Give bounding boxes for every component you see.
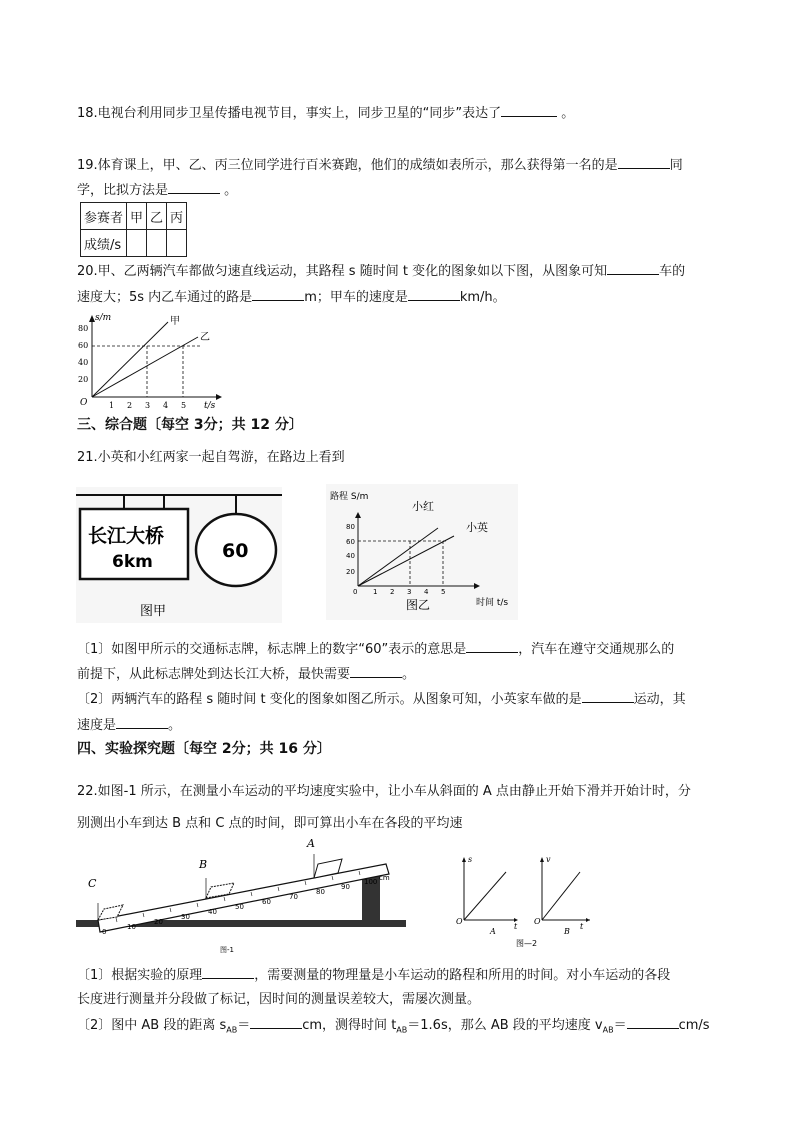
graph-v-t-line — [542, 872, 580, 920]
graph21-ytick: 20 — [346, 568, 355, 576]
table-cell: 参赛者 — [81, 203, 127, 230]
table-row — [81, 203, 187, 230]
q21-2-line2-text: 速度是 — [77, 718, 117, 733]
q19-blank-1[interactable] — [618, 156, 670, 169]
ruler-unit: cm — [379, 874, 390, 882]
sign-distance: 6km — [112, 552, 153, 572]
ruler-tick: 100 — [364, 878, 378, 886]
q22-1-text-a: 〔1〕根据实验的原理 — [77, 968, 203, 983]
section-3-heading: 三、综合题〔每空 3分；共 12 分〕 — [77, 417, 303, 433]
graph-b-origin: O — [534, 917, 541, 926]
q21-1-line1 — [77, 640, 674, 659]
question-19-line1 — [77, 156, 683, 175]
caption-fig-2: 图—2 — [516, 939, 538, 948]
q22-2-text-f: cm/s — [678, 1018, 710, 1033]
q22-1-line2: 长度进行测量并分段做了标记，因时间的测量误差较大，需屡次测量。 — [77, 992, 481, 1007]
ruler-tick: 60 — [262, 898, 271, 906]
table-cell-empty[interactable] — [147, 230, 167, 257]
caption-fig-1: 图-1 — [220, 946, 234, 954]
graph20-xtick: 5 — [181, 401, 187, 410]
question-20-line1 — [77, 262, 685, 281]
ruler-tick: 30 — [181, 913, 190, 921]
graph20-ytick: 60 — [78, 341, 89, 350]
q19-text: 19.体育课上，甲、乙、丙三位同学进行百米赛跑，他们的成绩如表所示，那么获得第一名的是 — [77, 158, 618, 173]
q22-2-line — [77, 1016, 710, 1040]
q22-1-text-b: ，需要测量的物理量是小车运动的路程和所用的时间。对小车运动的各段 — [254, 968, 671, 983]
q21-2-line2 — [77, 716, 181, 735]
q18-blank[interactable] — [501, 104, 557, 117]
graph-a-label: A — [490, 927, 496, 936]
q19-blank-2[interactable] — [168, 181, 220, 194]
q22-2-blank-1[interactable] — [250, 1016, 302, 1029]
sign-name: 长江大桥 — [88, 525, 165, 547]
graph-b-label: B — [564, 927, 570, 936]
graph21-ytick: 80 — [346, 523, 355, 531]
graph-b-axis-x: t — [580, 922, 584, 931]
graph21-xtick: 1 — [373, 588, 378, 596]
q20-text-end: 车的 — [659, 264, 686, 279]
graph20-origin: O — [80, 398, 88, 408]
q22-line1: 22.如图-1 所示，在测量小车运动的平均速度实验中，让小车从斜面的 A 点由静止开始下滑并开始计时，分 — [77, 784, 691, 799]
graph20-ylabel: s/m — [95, 313, 112, 323]
q21-2-text-end: 运动，其 — [633, 692, 686, 707]
graph20-xtick: 4 — [163, 401, 169, 410]
q22-2-text-b: ＝ — [237, 1018, 251, 1033]
graph20-label-jia: 甲 — [170, 316, 180, 327]
caption-fig-jia: 图甲 — [140, 604, 167, 619]
graph20-line-jia — [92, 322, 168, 397]
q22-1-line1 — [77, 966, 670, 985]
graph21-xtick: 5 — [441, 588, 446, 596]
graph20-xlabel: t/s — [204, 401, 216, 411]
q22-2-text-a: 〔2〕图中 AB 段的距离 s — [77, 1018, 227, 1033]
q21-1-text: 〔1〕如图甲所示的交通标志牌，标志牌上的数字“60”表示的意思是 — [77, 642, 467, 657]
q21-2-line2-end: 。 — [168, 718, 182, 733]
ruler-tick: 80 — [316, 888, 325, 896]
label-c: C — [88, 877, 97, 890]
graph21-xtick: 2 — [390, 588, 395, 596]
table-cell-empty[interactable] — [127, 230, 147, 257]
table-cell: 成绩/s — [81, 230, 127, 257]
label-a: A — [307, 838, 315, 850]
graph-s-t-line — [464, 872, 506, 920]
q21-1-line2 — [77, 665, 415, 684]
figure-sign — [76, 487, 282, 623]
question-20-line2 — [77, 288, 506, 307]
figure-2-graphs — [452, 852, 592, 950]
q18-text: 18.电视台利用同步卫星传播电视节目，事实上，同步卫星的“同步”表达了 — [77, 106, 502, 121]
q21-1-blank-1[interactable] — [466, 640, 518, 653]
q21-2-text: 〔2〕两辆汽车的路程 s 随时间 t 变化的图象如图乙所示。从图象可知，小英家车做的是 — [77, 692, 582, 707]
table-cell-empty[interactable] — [167, 230, 187, 257]
graph21-xlabel: 时间 t/s — [476, 598, 509, 608]
q21-2-line1 — [77, 690, 686, 709]
graph21-ylabel: 路程 S/m — [330, 492, 369, 502]
graph21-ytick: 40 — [346, 552, 355, 560]
ruler-tick: 50 — [235, 903, 244, 911]
graph-b-axis-y: v — [546, 855, 551, 864]
q19-text-end: 同 — [669, 158, 683, 173]
q20-line2-a: 速度大；5s 内乙车通过的路是 — [77, 290, 253, 305]
q21-2-blank-2[interactable] — [116, 716, 168, 729]
q22-2-sub3: AB — [602, 1025, 614, 1035]
graph21-ytick: 60 — [346, 538, 355, 546]
q22-line2: 别测出小车到达 B 点和 C 点的时间，即可算出小车在各段的平均速 — [77, 816, 463, 831]
q22-2-sub2: AB — [396, 1025, 408, 1035]
q20-text: 20.甲、乙两辆汽车都做匀速直线运动，其路程 s 随时间 t 变化的图象如以下图，从图象可知 — [77, 264, 608, 279]
label-b: B — [199, 858, 208, 871]
graph20-xtick: 3 — [145, 401, 151, 410]
graph21-xtick: 3 — [407, 588, 412, 596]
q20-line2-b: m；甲车的速度是 — [304, 290, 408, 305]
graph20-xtick: 2 — [127, 401, 133, 410]
q20-blank-1[interactable] — [607, 262, 659, 275]
q20-blank-2[interactable] — [252, 288, 304, 301]
q22-2-sub1: AB — [226, 1025, 238, 1035]
graph-a-axis-x: t — [514, 922, 518, 931]
ruler-tick: 20 — [154, 918, 163, 926]
q21-1-blank-2[interactable] — [350, 665, 402, 678]
graph21-xtick: 4 — [424, 588, 429, 596]
table-row — [81, 230, 187, 257]
question-21-text: 21.小英和小红两家一起自驾游，在路边上看到 — [77, 450, 345, 465]
ruler-tick: 70 — [289, 893, 298, 901]
graph21-label-xiaohong: 小红 — [412, 500, 434, 513]
q19-line2-end: 。 — [224, 183, 238, 198]
graph-21 — [326, 484, 518, 620]
q20-line2-c: km/h。 — [459, 290, 506, 305]
ruler-tick: 10 — [127, 923, 136, 931]
graph20-ytick: 40 — [78, 358, 89, 367]
graph21-label-xiaoying: 小英 — [466, 521, 488, 534]
q21-1-line2-end: 。 — [402, 667, 416, 682]
section-4-heading: 四、实验探究题〔每空 2分；共 16 分〕 — [77, 741, 331, 757]
q22-2-blank-2[interactable] — [627, 1016, 679, 1029]
graph-20 — [76, 312, 226, 412]
table-cell: 甲 — [127, 203, 147, 230]
q22-2-text-d: ＝1.6s，那么 AB 段的平均速度 v — [407, 1018, 603, 1033]
results-table — [80, 202, 187, 257]
graph-a-axis-y: s — [468, 855, 473, 864]
q21-1-text-end: ，汽车在遵守交通规那么的 — [518, 642, 675, 657]
table-cell: 丙 — [167, 203, 187, 230]
ruler-tick: 0 — [102, 928, 107, 936]
q21-2-blank-1[interactable] — [582, 690, 634, 703]
figure-incline — [76, 838, 416, 956]
q22-2-text-c: cm，测得时间 t — [302, 1018, 397, 1033]
question-18 — [77, 104, 574, 123]
ruler-tick: 90 — [341, 883, 350, 891]
graph21-origin: 0 — [353, 588, 358, 596]
speed-limit-value: 60 — [222, 540, 249, 562]
graph20-ytick: 20 — [78, 375, 89, 384]
q22-2-text-e: ＝ — [613, 1018, 627, 1033]
graph20-label-yi: 乙 — [200, 332, 210, 343]
q21-1-line2-text: 前提下，从此标志牌处到达长江大桥，最快需要 — [77, 667, 351, 682]
ruler-tick: 40 — [208, 908, 217, 916]
question-19-line2 — [77, 181, 237, 200]
q22-1-blank[interactable] — [202, 966, 254, 979]
graph20-ytick: 80 — [78, 324, 89, 333]
graph-a-origin: O — [456, 917, 463, 926]
q18-end: 。 — [561, 106, 575, 121]
q19-line2-text: 学，比拟方法是 — [77, 183, 169, 198]
graph20-xtick: 1 — [109, 401, 115, 410]
table-cell: 乙 — [147, 203, 167, 230]
caption-fig-yi: 图乙 — [406, 598, 431, 612]
q20-blank-3[interactable] — [408, 288, 460, 301]
